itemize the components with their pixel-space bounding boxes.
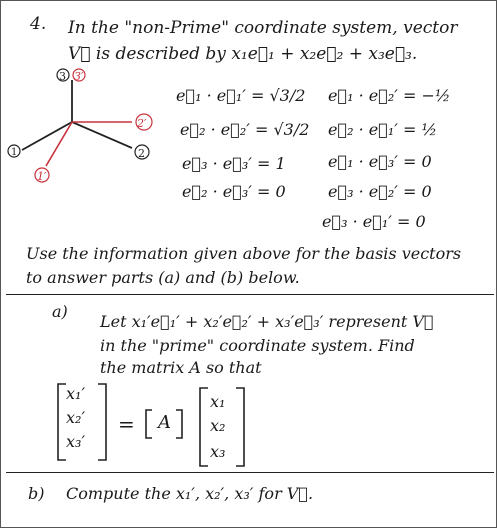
lhs-x3-prime: x₃′	[66, 432, 86, 451]
dot-product-e2-e1p: e⃗₂ · e⃗₁′ = ½	[328, 120, 437, 139]
part-a-line-3: the matrix A so that	[100, 358, 262, 377]
rhs-x1: x₁	[210, 392, 226, 411]
dot-product-e3-e2p: e⃗₃ · e⃗₂′ = 0	[328, 182, 432, 201]
coordinate-axes-figure	[0, 62, 200, 192]
instructions-line-2: to answer parts (a) and (b) below.	[26, 268, 300, 287]
dot-product-e3-e3p: e⃗₃ · e⃗₃′ = 1	[182, 154, 286, 173]
axis-1-label: 1	[11, 147, 18, 158]
lhs-left-bracket	[58, 384, 66, 460]
lhs-x1-prime: x₁′	[66, 384, 86, 403]
dot-product-e3-e1p: e⃗₃ · e⃗₁′ = 0	[322, 212, 426, 231]
rhs-x2: x₂	[210, 416, 226, 435]
axis-2-prime-label: 2′	[137, 117, 147, 130]
axis-2	[72, 122, 132, 148]
axis-3-prime-label: 3′	[74, 70, 84, 83]
axis-3-label: 3	[59, 70, 66, 83]
divider-bottom	[6, 472, 494, 473]
dot-product-e2-e2p: e⃗₂ · e⃗₂′ = √3/2	[180, 120, 310, 139]
a-left-bracket	[146, 410, 152, 438]
dot-product-e1-e2p: e⃗₁ · e⃗₂′ = −½	[328, 86, 451, 105]
dot-product-e1-e3p: e⃗₁ · e⃗₃′ = 0	[328, 152, 432, 171]
part-b-label: b)	[28, 484, 45, 503]
rhs-x3: x₃	[210, 442, 226, 461]
instructions-line-1: Use the information given above for the basis vectors	[26, 244, 462, 263]
part-b-text: Compute the x₁′, x₂′, x₃′ for V⃗.	[66, 484, 314, 503]
lhs-x2-prime: x₂′	[66, 408, 86, 427]
axis-1-prime-label: 1′	[37, 170, 47, 183]
rhs-right-bracket	[236, 388, 244, 466]
part-a-label: a)	[52, 302, 68, 321]
lhs-right-bracket	[98, 384, 106, 460]
dot-product-e2-e3p: e⃗₂ · e⃗₃′ = 0	[182, 182, 286, 201]
part-a-line-2: in the "prime" coordinate system. Find	[100, 336, 415, 355]
part-a-line-1: Let x₁′e⃗₁′ + x₂′e⃗₂′ + x₃′e⃗₃′ represent V⃗	[100, 312, 434, 331]
problem-number: 4.	[30, 14, 47, 34]
matrix-a: A	[158, 412, 171, 433]
a-right-bracket	[176, 410, 182, 438]
intro-line-2: V⃗ is described by x₁e⃗₁ + x₂e⃗₂ + x₃e⃗₃.	[68, 44, 418, 64]
divider-top	[6, 294, 494, 295]
dot-product-e1-e1p: e⃗₁ · e⃗₁′ = √3/2	[176, 86, 306, 105]
rhs-left-bracket	[200, 388, 208, 466]
equals-sign: =	[118, 412, 135, 436]
intro-line-1: In the "non-Prime" coordinate system, vector	[68, 18, 458, 38]
axis-2-label: 2	[138, 147, 145, 160]
